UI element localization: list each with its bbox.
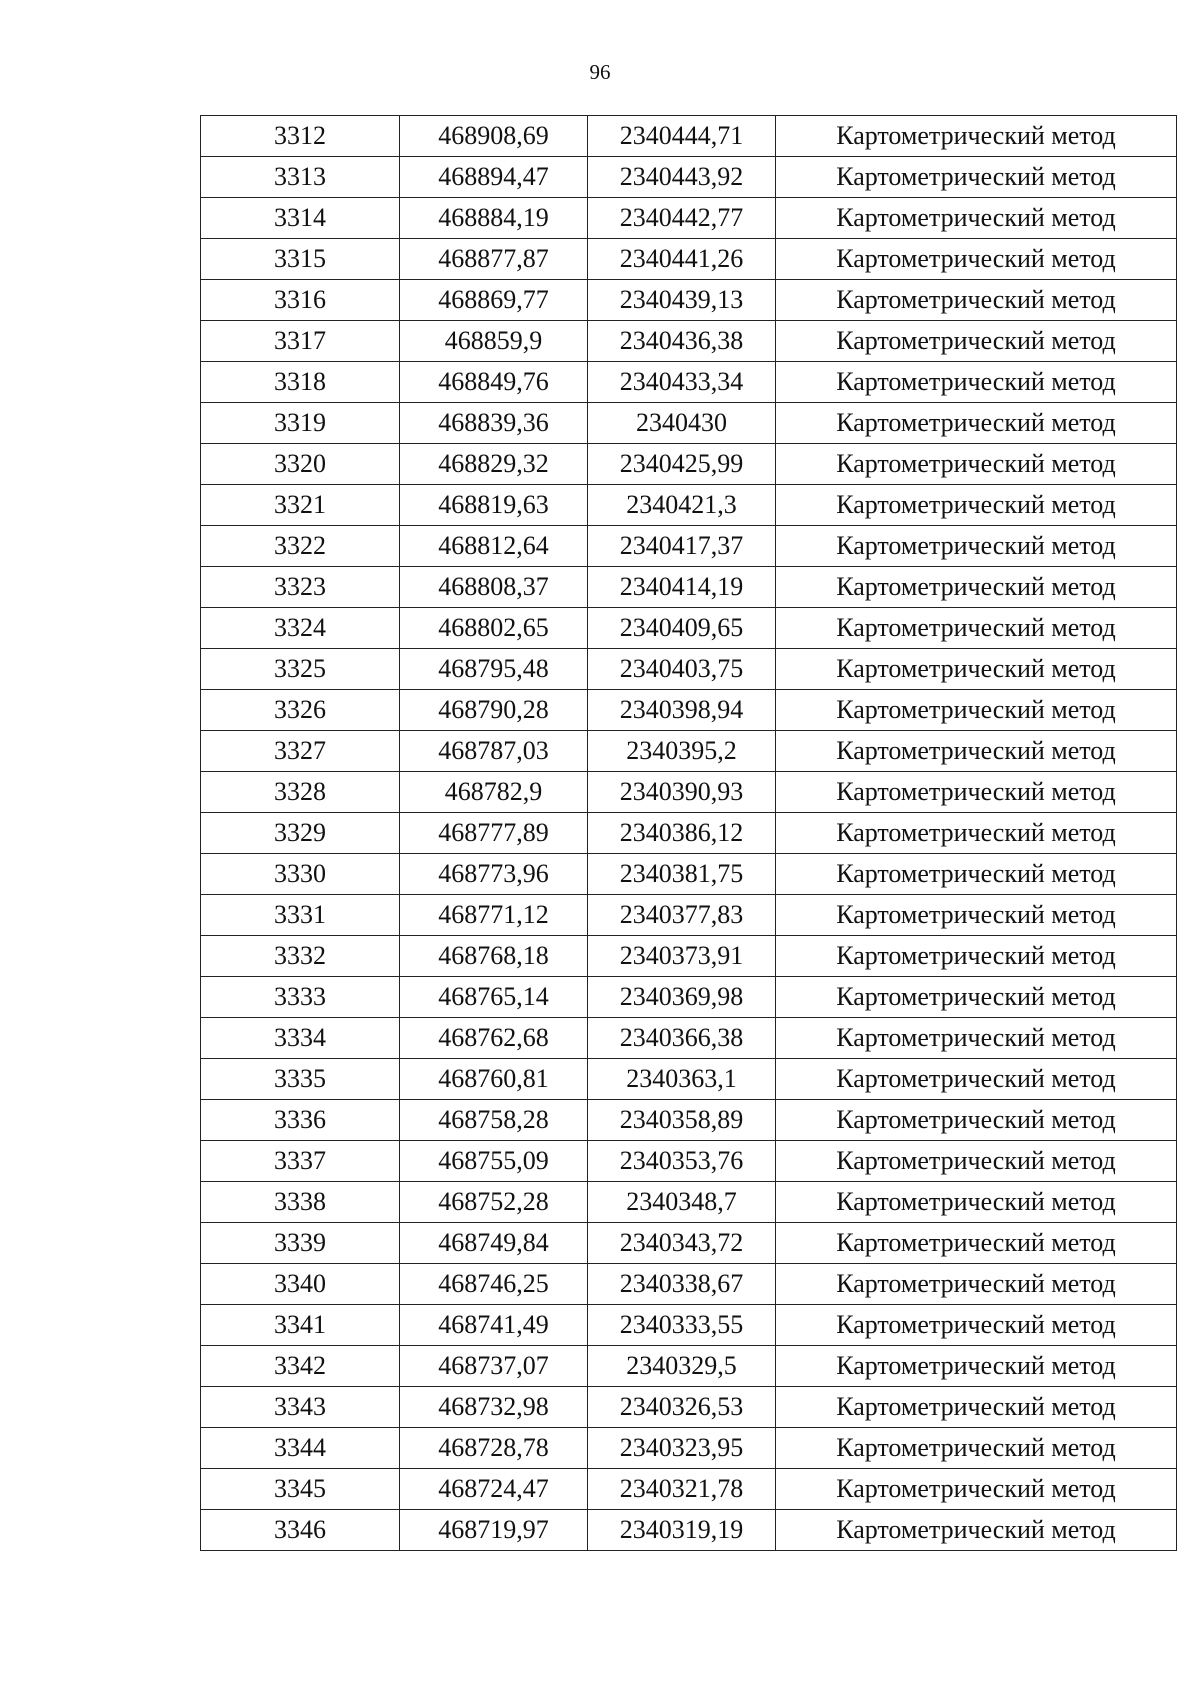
table-row: [201, 116, 1177, 157]
point-number-cell: 3335: [201, 1059, 400, 1100]
y-coordinate-cell: 2340430: [588, 403, 776, 444]
method-cell: Картометрический метод: [776, 854, 1177, 895]
x-coordinate-cell: 468787,03: [400, 731, 588, 772]
y-coordinate-cell: 2340425,99: [588, 444, 776, 485]
x-coordinate-cell: 468728,78: [400, 1428, 588, 1469]
x-coordinate-cell: 468768,18: [400, 936, 588, 977]
table-row: [201, 157, 1177, 198]
table-row: [201, 608, 1177, 649]
y-coordinate-cell: 2340343,72: [588, 1223, 776, 1264]
y-coordinate-cell: 2340444,71: [588, 116, 776, 157]
y-coordinate-cell: 2340439,13: [588, 280, 776, 321]
y-coordinate-cell: 2340323,95: [588, 1428, 776, 1469]
method-cell: Картометрический метод: [776, 362, 1177, 403]
point-number-cell: 3345: [201, 1469, 400, 1510]
method-cell: Картометрический метод: [776, 649, 1177, 690]
point-number-cell: 3338: [201, 1182, 400, 1223]
point-number-cell: 3326: [201, 690, 400, 731]
y-coordinate-cell: 2340433,34: [588, 362, 776, 403]
point-number-cell: 3321: [201, 485, 400, 526]
table-row: [201, 239, 1177, 280]
x-coordinate-cell: 468829,32: [400, 444, 588, 485]
y-coordinate-cell: 2340442,77: [588, 198, 776, 239]
y-coordinate-cell: 2340414,19: [588, 567, 776, 608]
table-row: [201, 936, 1177, 977]
y-coordinate-cell: 2340326,53: [588, 1387, 776, 1428]
point-number-cell: 3316: [201, 280, 400, 321]
y-coordinate-cell: 2340369,98: [588, 977, 776, 1018]
x-coordinate-cell: 468773,96: [400, 854, 588, 895]
point-number-cell: 3340: [201, 1264, 400, 1305]
table-row: [201, 362, 1177, 403]
table-row: [201, 198, 1177, 239]
table-row: [201, 567, 1177, 608]
table-row: [201, 895, 1177, 936]
x-coordinate-cell: 468859,9: [400, 321, 588, 362]
x-coordinate-cell: 468877,87: [400, 239, 588, 280]
method-cell: Картометрический метод: [776, 1387, 1177, 1428]
x-coordinate-cell: 468808,37: [400, 567, 588, 608]
x-coordinate-cell: 468737,07: [400, 1346, 588, 1387]
method-cell: Картометрический метод: [776, 608, 1177, 649]
point-number-cell: 3343: [201, 1387, 400, 1428]
point-number-cell: 3312: [201, 116, 400, 157]
method-cell: Картометрический метод: [776, 280, 1177, 321]
method-cell: Картометрический метод: [776, 1305, 1177, 1346]
y-coordinate-cell: 2340421,3: [588, 485, 776, 526]
point-number-cell: 3332: [201, 936, 400, 977]
point-number-cell: 3323: [201, 567, 400, 608]
table-row: [201, 772, 1177, 813]
x-coordinate-cell: 468869,77: [400, 280, 588, 321]
table-row: [201, 813, 1177, 854]
method-cell: Картометрический метод: [776, 198, 1177, 239]
table-row: [201, 321, 1177, 362]
table-row: [201, 1305, 1177, 1346]
x-coordinate-cell: 468795,48: [400, 649, 588, 690]
y-coordinate-cell: 2340353,76: [588, 1141, 776, 1182]
x-coordinate-cell: 468749,84: [400, 1223, 588, 1264]
table-row: [201, 1100, 1177, 1141]
point-number-cell: 3324: [201, 608, 400, 649]
y-coordinate-cell: 2340348,7: [588, 1182, 776, 1223]
x-coordinate-cell: 468884,19: [400, 198, 588, 239]
x-coordinate-cell: 468894,47: [400, 157, 588, 198]
x-coordinate-cell: 468752,28: [400, 1182, 588, 1223]
point-number-cell: 3336: [201, 1100, 400, 1141]
point-number-cell: 3315: [201, 239, 400, 280]
x-coordinate-cell: 468746,25: [400, 1264, 588, 1305]
y-coordinate-cell: 2340333,55: [588, 1305, 776, 1346]
y-coordinate-cell: 2340373,91: [588, 936, 776, 977]
point-number-cell: 3333: [201, 977, 400, 1018]
table-row: [201, 1223, 1177, 1264]
method-cell: Картометрический метод: [776, 567, 1177, 608]
y-coordinate-cell: 2340366,38: [588, 1018, 776, 1059]
y-coordinate-cell: 2340443,92: [588, 157, 776, 198]
point-number-cell: 3314: [201, 198, 400, 239]
y-coordinate-cell: 2340381,75: [588, 854, 776, 895]
method-cell: Картометрический метод: [776, 895, 1177, 936]
x-coordinate-cell: 468762,68: [400, 1018, 588, 1059]
y-coordinate-cell: 2340319,19: [588, 1510, 776, 1551]
y-coordinate-cell: 2340358,89: [588, 1100, 776, 1141]
y-coordinate-cell: 2340403,75: [588, 649, 776, 690]
table-row: [201, 1018, 1177, 1059]
y-coordinate-cell: 2340409,65: [588, 608, 776, 649]
coordinates-table-body: [201, 116, 1177, 1551]
x-coordinate-cell: 468755,09: [400, 1141, 588, 1182]
method-cell: Картометрический метод: [776, 1469, 1177, 1510]
x-coordinate-cell: 468802,65: [400, 608, 588, 649]
point-number-cell: 3325: [201, 649, 400, 690]
x-coordinate-cell: 468790,28: [400, 690, 588, 731]
table-row: [201, 444, 1177, 485]
method-cell: Картометрический метод: [776, 772, 1177, 813]
method-cell: Картометрический метод: [776, 1059, 1177, 1100]
table-row: [201, 1264, 1177, 1305]
method-cell: Картометрический метод: [776, 690, 1177, 731]
point-number-cell: 3328: [201, 772, 400, 813]
table-row: [201, 854, 1177, 895]
table-row: [201, 731, 1177, 772]
method-cell: Картометрический метод: [776, 157, 1177, 198]
point-number-cell: 3337: [201, 1141, 400, 1182]
point-number-cell: 3341: [201, 1305, 400, 1346]
method-cell: Картометрический метод: [776, 1018, 1177, 1059]
x-coordinate-cell: 468782,9: [400, 772, 588, 813]
method-cell: Картометрический метод: [776, 977, 1177, 1018]
y-coordinate-cell: 2340417,37: [588, 526, 776, 567]
table-row: [201, 526, 1177, 567]
table-row: [201, 1141, 1177, 1182]
y-coordinate-cell: 2340363,1: [588, 1059, 776, 1100]
table-row: [201, 1182, 1177, 1223]
y-coordinate-cell: 2340395,2: [588, 731, 776, 772]
method-cell: Картометрический метод: [776, 1100, 1177, 1141]
y-coordinate-cell: 2340390,93: [588, 772, 776, 813]
point-number-cell: 3339: [201, 1223, 400, 1264]
y-coordinate-cell: 2340386,12: [588, 813, 776, 854]
method-cell: Картометрический метод: [776, 1182, 1177, 1223]
method-cell: Картометрический метод: [776, 936, 1177, 977]
point-number-cell: 3317: [201, 321, 400, 362]
table-row: [201, 1346, 1177, 1387]
coordinates-table: [200, 115, 1177, 1551]
method-cell: Картометрический метод: [776, 1264, 1177, 1305]
method-cell: Картометрический метод: [776, 444, 1177, 485]
x-coordinate-cell: 468849,76: [400, 362, 588, 403]
table-row: [201, 280, 1177, 321]
table-row: [201, 1059, 1177, 1100]
table-row: [201, 1387, 1177, 1428]
y-coordinate-cell: 2340338,67: [588, 1264, 776, 1305]
x-coordinate-cell: 468760,81: [400, 1059, 588, 1100]
table-row: [201, 690, 1177, 731]
point-number-cell: 3318: [201, 362, 400, 403]
page-number: 96: [589, 60, 611, 84]
method-cell: Картометрический метод: [776, 403, 1177, 444]
method-cell: Картометрический метод: [776, 116, 1177, 157]
method-cell: Картометрический метод: [776, 526, 1177, 567]
point-number-cell: 3330: [201, 854, 400, 895]
table-row: [201, 649, 1177, 690]
method-cell: Картометрический метод: [776, 731, 1177, 772]
point-number-cell: 3331: [201, 895, 400, 936]
x-coordinate-cell: 468732,98: [400, 1387, 588, 1428]
x-coordinate-cell: 468819,63: [400, 485, 588, 526]
point-number-cell: 3327: [201, 731, 400, 772]
x-coordinate-cell: 468741,49: [400, 1305, 588, 1346]
method-cell: Картометрический метод: [776, 1141, 1177, 1182]
point-number-cell: 3342: [201, 1346, 400, 1387]
table-row: [201, 1510, 1177, 1551]
point-number-cell: 3334: [201, 1018, 400, 1059]
point-number-cell: 3320: [201, 444, 400, 485]
method-cell: Картометрический метод: [776, 1510, 1177, 1551]
point-number-cell: 3319: [201, 403, 400, 444]
y-coordinate-cell: 2340436,38: [588, 321, 776, 362]
x-coordinate-cell: 468724,47: [400, 1469, 588, 1510]
method-cell: Картометрический метод: [776, 321, 1177, 362]
y-coordinate-cell: 2340321,78: [588, 1469, 776, 1510]
x-coordinate-cell: 468765,14: [400, 977, 588, 1018]
x-coordinate-cell: 468839,36: [400, 403, 588, 444]
method-cell: Картометрический метод: [776, 1223, 1177, 1264]
x-coordinate-cell: 468758,28: [400, 1100, 588, 1141]
x-coordinate-cell: 468771,12: [400, 895, 588, 936]
point-number-cell: 3313: [201, 157, 400, 198]
x-coordinate-cell: 468812,64: [400, 526, 588, 567]
method-cell: Картометрический метод: [776, 1346, 1177, 1387]
y-coordinate-cell: 2340441,26: [588, 239, 776, 280]
method-cell: Картометрический метод: [776, 813, 1177, 854]
point-number-cell: 3344: [201, 1428, 400, 1469]
x-coordinate-cell: 468719,97: [400, 1510, 588, 1551]
table-row: [201, 977, 1177, 1018]
method-cell: Картометрический метод: [776, 485, 1177, 526]
method-cell: Картометрический метод: [776, 239, 1177, 280]
y-coordinate-cell: 2340377,83: [588, 895, 776, 936]
point-number-cell: 3322: [201, 526, 400, 567]
method-cell: Картометрический метод: [776, 1428, 1177, 1469]
x-coordinate-cell: 468777,89: [400, 813, 588, 854]
table-row: [201, 1469, 1177, 1510]
y-coordinate-cell: 2340398,94: [588, 690, 776, 731]
table-row: [201, 403, 1177, 444]
table-row: [201, 1428, 1177, 1469]
point-number-cell: 3329: [201, 813, 400, 854]
y-coordinate-cell: 2340329,5: [588, 1346, 776, 1387]
table-row: [201, 485, 1177, 526]
point-number-cell: 3346: [201, 1510, 400, 1551]
x-coordinate-cell: 468908,69: [400, 116, 588, 157]
